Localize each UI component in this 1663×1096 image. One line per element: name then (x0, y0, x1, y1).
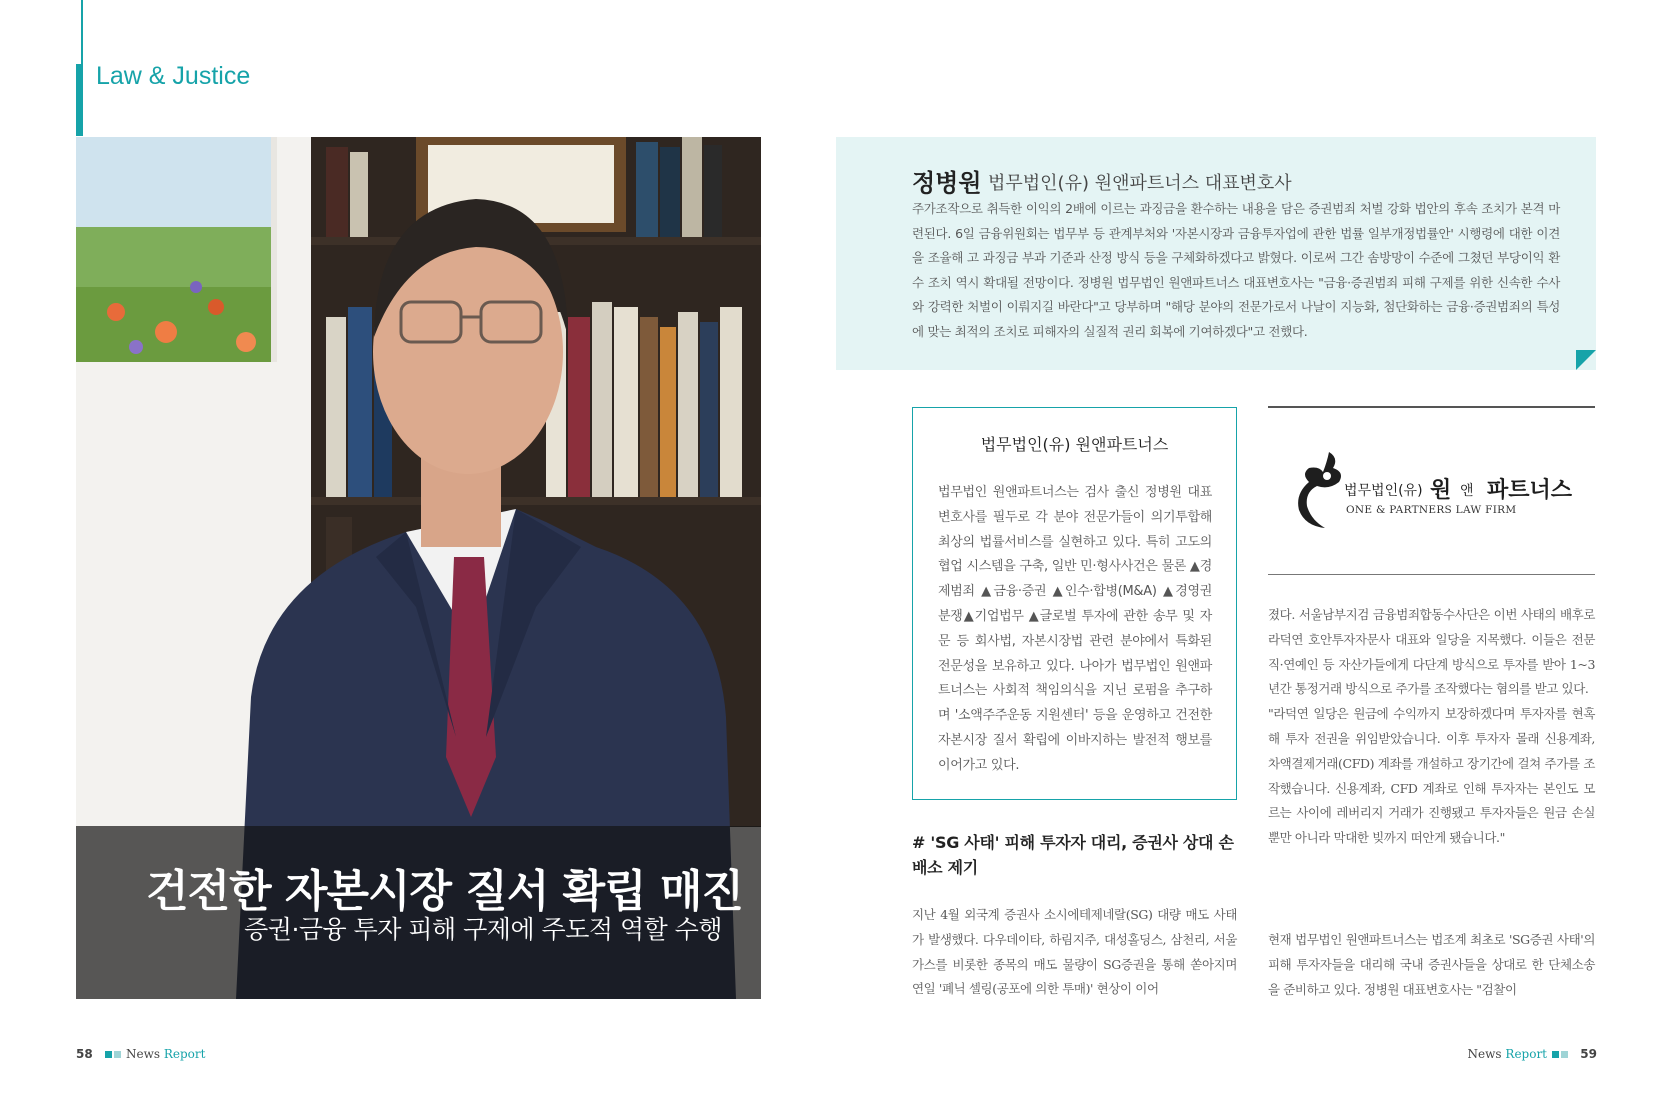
profile-body: 주가조작으로 취득한 이익의 2배에 이르는 과징금을 환수하는 내용을 담은 증권범죄 처벌 강화 법안의 후속 조치가 본격 마련된다. 6일 금융위원회는 법무부 등 관계부처와 '자본시장과 금융투자업에 관한 법률 일부개정법률안' 시행령에 대한 이견을 조율해 고 과징금 부과 기준과 산정 방식 등을 구체화하겠다고 밝혔다. 이로써 그간 솜방망이 수준에 그쳤던 부당이익 환수 조치 역시 확대될 전망이다. 정병원 법무법인 원앤파트너스 대표변호사는 "금융·증권범죄 피해 구제를 위한 신속한 수사와 강력한 처벌이 이뤄지길 바란다"고 당부하며 "해당 분야의 전문가로서 나날이 지능화, 첨단화하는 금융·증권범죄의 특성에 맞는 최적의 조치로 피해자의 실질적 권리 회복에 기여하겠다"고 전했다. (912, 201, 1560, 339)
logo-bottom-rule (1268, 574, 1595, 575)
article-column-right-bottom: 현재 법무법인 원앤파트너스는 법조계 최초로 'SG증권 사태'의 피해 투자자들을 대리해 국내 증권사들을 상대로 한 단체소송을 준비하고 있다. 정병원 대표변호사는 "검찰이 (1268, 932, 1595, 997)
article-subheading: # 'SG 사태' 피해 투자자 대리, 증권사 상대 손배소 제기 (912, 833, 1234, 877)
profile-title: 법무법인(유) 원앤파트너스 대표변호사 (988, 173, 1292, 194)
page-number-right: 59 (1580, 1047, 1597, 1061)
logo-ko-won: 원 (1430, 478, 1452, 503)
section-accent-bar (76, 64, 83, 136)
logo-ko-and: 앤 (1460, 483, 1474, 499)
footer-left (76, 1047, 205, 1061)
logo-english-name: ONE & PARTNERS LAW FIRM (1346, 504, 1517, 516)
footer-brand-left: News Report (125, 1047, 206, 1061)
footer-square-icon (1561, 1051, 1568, 1058)
footer-brand-right: News Report (1467, 1047, 1548, 1061)
logo-ko-prefix: 법무법인(유) (1344, 483, 1423, 499)
article-column-middle: 지난 4월 외국계 증권사 소시에테제네랄(SG) 대량 매도 사태가 발생했다. 다우데이타, 하림지주, 대성홀딩스, 삼천리, 서울가스를 비롯한 종목의 매도 물량이 SG증권을 통해 쏟아지며 연일 '폐닉 셀링(공포에 의한 투매)' 현상이 이어 (912, 907, 1237, 997)
firm-logo-mark-icon (1295, 448, 1347, 532)
footer-right (1468, 1047, 1597, 1061)
logo-top-rule (1268, 406, 1595, 408)
headline-main: 건전한 자본시장 질서 확립 매진 (146, 866, 743, 917)
footer-square-icon (105, 1051, 112, 1058)
footer-square-icon (114, 1051, 121, 1058)
section-title: Law & Justice (96, 62, 251, 90)
profile-name: 정병원 (912, 169, 982, 197)
firm-intro-title: 법무법인(유) 원앤파트너스 (980, 435, 1169, 454)
article-column-right-top: 졌다. 서울남부지검 금융범죄합동수사단은 이번 사태의 배후로 라덕연 호안투자자문사 대표와 일당을 지목했다. 이들은 전문직·연예인 등 자산가들에게 다단계 방식으로 투자를 받아 1~3년간 통정거래 방식으로 주가를 조작했다는 혐의를 받고 있다. "라덕연 일당은 원금에 수익까지 보장하겠다며 투자자를 현혹해 투자 전권을 위임받았습니다. 이후 투자자 몰래 신용계좌, 차액결제거래(CFD) 계좌를 개설하고 장기간에 걸쳐 주가를 조작했습니다. 신용계좌, CFD 계좌로 인해 투자자는 본인도 모르는 사이에 레버리지 거래가 진행됐고 투자자들은 원금 손실뿐만 아니라 막대한 빚까지 떠안게 됐습니다." (1268, 607, 1595, 846)
headline-sub: 증권·금융 투자 피해 구제에 주도적 역할 수행 (244, 915, 722, 944)
firm-intro-body: 법무법인 원앤파트너스는 검사 출신 정병원 대표변호사를 필두로 각 분야 전문가들이 의기투합해 최상의 법률서비스를 실현하고 있다. 특히 고도의 협업 시스템을 구축, 일반 민·형사사건은 물론 ▲경제범죄 ▲금융·증권 ▲인수·합병(M&A) ▲경영권 분쟁▲기업법무 ▲글로벌 투자에 관한 송무 및 자문 등 회사법, 자본시장법 관련 분야에서 특화된 전문성을 보유하고 있다. 나아가 법무법인 원앤파트너스는 사회적 책임의식을 지닌 로펌을 추구하며 '소액주주운동 지원센터' 등을 운영하고 건전한 자본시장 질서 확립에 이바지하는 발전적 행보를 이어가고 있다. (938, 485, 1212, 773)
page-number-left: 58 (76, 1047, 93, 1061)
profile-corner-mark (1576, 350, 1596, 370)
footer-square-icon (1552, 1051, 1559, 1058)
logo-ko-partners: 파트너스 (1487, 478, 1573, 503)
